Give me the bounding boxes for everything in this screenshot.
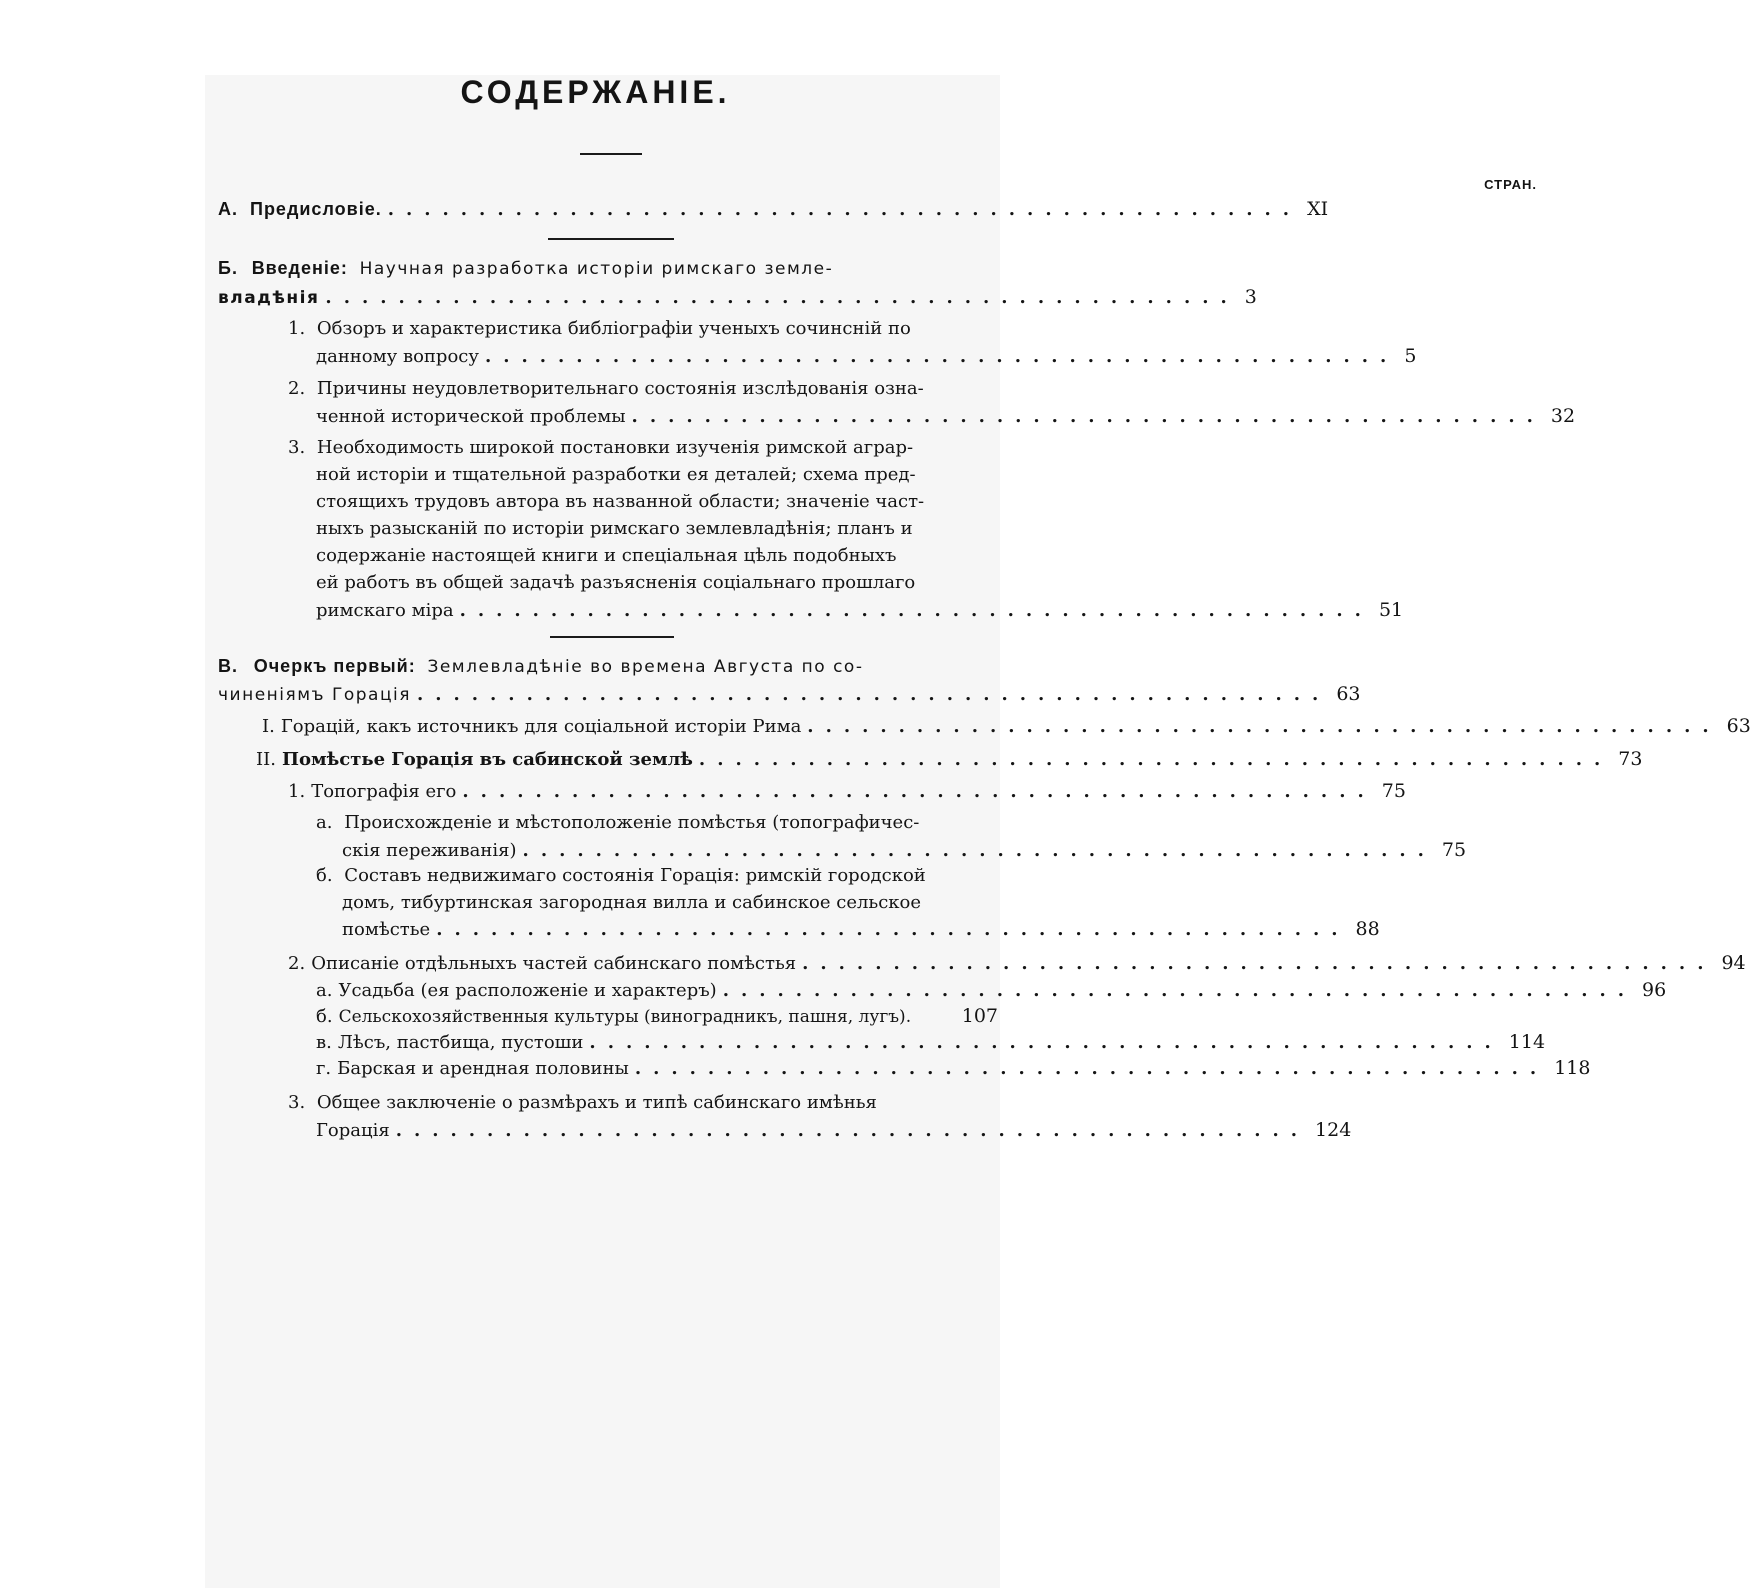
item-number: II. <box>256 749 276 770</box>
leader-dots: .................................................. <box>589 1032 1503 1053</box>
toc-subentry-cont[interactable] <box>342 918 1380 944</box>
leader-dots: .................................................. <box>484 346 1399 367</box>
section-heading: чиненіямъ Горація <box>218 685 411 705</box>
leader-dots: .................................................. <box>802 953 1716 974</box>
toc-subentry-cont[interactable] <box>316 405 1576 431</box>
page-number: 124 <box>1315 1119 1352 1141</box>
page-number: 114 <box>1508 1031 1546 1053</box>
item-text: Происхожденіе и мѣстоположеніе помѣстья (топографичес- <box>344 812 920 833</box>
toc-subentry[interactable] <box>262 715 1751 741</box>
page-number: 63 <box>1726 715 1751 737</box>
item-text: ей работъ въ общей задачѣ разъясненія соціальнаго прошлаго <box>316 572 916 593</box>
toc-subentry-cont[interactable] <box>316 599 1404 625</box>
page-number: 75 <box>1381 780 1406 802</box>
item-number: 3. <box>288 1092 306 1113</box>
section-label: Введеніе: <box>251 258 348 278</box>
leader-dots: .................................................. <box>436 919 1350 940</box>
page-number: XI <box>1307 198 1329 220</box>
item-text: Барская и арендная половины <box>337 1058 629 1079</box>
item-text: Обзоръ и характеристика библіографіи ученыхъ сочинсній по <box>316 318 911 339</box>
section-heading: Научная разработка исторіи римскаго земле- <box>359 259 834 279</box>
item-text: Причины неудовлетворительнаго состоянія изслѣдованія озна- <box>316 378 924 399</box>
toc-subentry-cont[interactable] <box>342 839 1467 865</box>
item-number: б. <box>316 865 333 886</box>
section-divider <box>550 636 674 638</box>
title-divider <box>580 153 642 155</box>
item-text: Необходимость широкой постановки изученія римской аграр- <box>316 437 914 458</box>
toc-subentry[interactable] <box>288 437 913 458</box>
section-divider <box>548 238 674 240</box>
item-text: скія переживанія) <box>342 840 517 861</box>
page-number: 3 <box>1244 286 1257 308</box>
leader-dots: .................................................. <box>807 716 1721 737</box>
section-heading: Землевладѣніе во времена Августа по со- <box>427 657 864 677</box>
item-number: 1. <box>288 781 306 802</box>
leader-dots: .................................................. <box>522 840 1436 861</box>
item-text: Составъ недвижимаго состоянія Горація: римскій городской <box>344 865 926 886</box>
item-number: I. <box>262 716 275 737</box>
item-number: 1. <box>288 318 306 339</box>
leader-dots: .................................................. <box>634 1058 1549 1079</box>
toc-entry-preface[interactable] <box>218 198 1329 224</box>
leader-dots: .................................................. <box>416 684 1331 705</box>
toc-subentry[interactable] <box>288 378 924 399</box>
page-number: 73 <box>1618 748 1643 770</box>
item-number: г. <box>316 1058 332 1079</box>
toc-entry-introduction[interactable] <box>218 258 833 279</box>
page-number: 63 <box>1336 683 1361 705</box>
section-marker: Б. <box>218 258 238 278</box>
toc-subentry[interactable] <box>316 1057 1591 1083</box>
toc-subentry-cont[interactable] <box>316 345 1417 371</box>
toc-subentry[interactable] <box>256 748 1643 774</box>
column-header: СТРАН. <box>1484 177 1537 192</box>
toc-subentry[interactable] <box>288 1092 877 1113</box>
leader-dots: .................................................. <box>459 600 1373 621</box>
item-text: домъ, тибуртинская загородная вилла и сабинское сельское <box>342 892 922 913</box>
section-marker: А. <box>218 199 238 219</box>
item-text: Топографія его <box>311 781 457 802</box>
item-text: ныхъ разысканій по исторіи римскаго землевладѣнія; планъ и <box>316 518 913 539</box>
leader-dots: .................................................. <box>722 980 1637 1001</box>
toc-subentry[interactable] <box>316 1005 998 1031</box>
toc-entry-introduction-cont[interactable] <box>218 286 1257 312</box>
item-text: стоящихъ трудовъ автора въ названной области; значеніе част- <box>316 491 925 512</box>
toc-entry-essay-one[interactable] <box>218 656 863 677</box>
item-text: Усадьба (ея расположеніе и характеръ) <box>338 980 717 1001</box>
item-text: содержаніе настоящей книги и спеціальная цѣль подобныхъ <box>316 545 897 566</box>
section-label: Предисловіе. <box>250 199 382 219</box>
toc-subentry[interactable] <box>316 1031 1546 1057</box>
item-number: а. <box>316 980 333 1001</box>
item-text: Общее заключеніе о размѣрахъ и типѣ сабинскаго имѣнья <box>316 1092 877 1113</box>
item-text: данному вопросу <box>316 346 479 367</box>
section-heading: владѣнія <box>218 288 320 308</box>
leader-dots: .................................................. <box>698 749 1613 770</box>
item-text: ной исторіи и тщательной разработки ея деталей; схема пред- <box>316 464 916 485</box>
leader-dots: .................................................. <box>387 199 1302 220</box>
page-number: 118 <box>1554 1057 1591 1079</box>
page-number: 96 <box>1642 979 1667 1001</box>
section-marker: В. <box>218 656 238 676</box>
item-text: римскаго міра <box>316 600 454 621</box>
page-number: 107 <box>961 1005 998 1027</box>
leader-dots: .................................................. <box>395 1120 1310 1141</box>
leader-dots: .................................................. <box>462 781 1376 802</box>
toc-subentry-cont[interactable] <box>316 1119 1352 1145</box>
leader-dots: .................................................. <box>631 406 1545 427</box>
page-title: СОДЕРЖАНІЕ. <box>460 74 731 110</box>
item-number: в. <box>316 1032 332 1053</box>
leader-dots: .................................................. <box>325 287 1239 308</box>
item-text: Сельскохозяйственныя культуры (виноградникъ, пашня, лугъ). <box>338 1007 912 1027</box>
toc-subentry[interactable] <box>316 979 1667 1005</box>
toc-subentry[interactable] <box>316 812 919 833</box>
page-number: 5 <box>1404 345 1417 367</box>
item-text: ченной исторической проблемы <box>316 406 626 427</box>
toc-subentry[interactable] <box>288 780 1406 806</box>
item-text: Описаніе отдѣльныхъ частей сабинскаго помѣстья <box>311 953 797 974</box>
toc-subentry[interactable] <box>316 865 926 886</box>
item-text: Горація <box>316 1120 390 1141</box>
page-number: 51 <box>1378 599 1404 621</box>
page-number: 88 <box>1355 918 1380 940</box>
item-number: а. <box>316 812 333 833</box>
page-number: 32 <box>1550 405 1576 427</box>
item-number: 3. <box>288 437 306 458</box>
item-number: 2. <box>288 953 306 974</box>
page-number: 94 <box>1721 952 1746 974</box>
toc-entry-essay-one-cont[interactable] <box>218 683 1361 709</box>
toc-subentry[interactable] <box>288 952 1746 978</box>
toc-subentry[interactable] <box>288 318 911 339</box>
item-number: б. <box>316 1006 333 1027</box>
item-number: 2. <box>288 378 306 399</box>
page-number: 75 <box>1441 839 1467 861</box>
item-text: Помѣстье Горація въ сабинской землѣ <box>281 749 693 770</box>
item-text: помѣстье <box>342 919 431 940</box>
section-label: Очеркъ первый: <box>253 656 416 676</box>
item-text: Горацій, какъ источникъ для соціальной исторіи Рима <box>280 716 802 737</box>
item-text: Лѣсъ, пастбища, пустоши <box>337 1032 584 1053</box>
